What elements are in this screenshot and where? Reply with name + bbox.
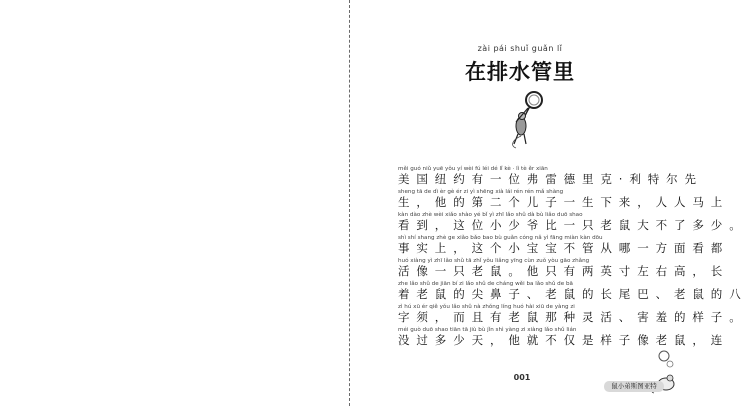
line-pinyin: shì shí shang zhè ge xiǎo bǎo bao bù guǎn cóng nǎ yì fāng miàn kàn dōu	[398, 235, 603, 241]
line-text: 字须，而且有老鼠那种灵活、害羞的样子。	[398, 310, 748, 324]
story-body	[398, 165, 748, 349]
line-pinyin: zì hú xū ér qiě yǒu lǎo shǔ nà zhǒng líng huó hài xiū de yàng zi	[398, 304, 575, 310]
line-pinyin: kàn dào zhè wèi xiǎo shào yé bǐ yì zhī lǎo shǔ dà bù liǎo duō shao	[398, 212, 583, 218]
line-text: 看到，这位小少爷比一只老鼠大不了多少。	[398, 218, 748, 232]
text-line	[398, 257, 730, 280]
line-text: 美国纽约有一位弗雷德里克·利特尔先	[398, 172, 703, 186]
title-pinyin: zài pái shuǐ guǎn lǐ	[477, 44, 563, 53]
chapter-title: 在排水管里	[465, 60, 575, 84]
line-pinyin: méi guò duō shao tiān tā jiù bù jǐn shì yàng zi xiàng lǎo shǔ lián	[398, 327, 577, 333]
page-number: 001	[513, 373, 531, 382]
line-text: 事实上，这个小宝宝不管从哪一方面看都	[398, 241, 730, 255]
line-text: 活像一只老鼠。他只有两英寸左右高，长	[398, 264, 730, 278]
line-text: 着老鼠的尖鼻子、老鼠的长尾巴、老鼠的八	[398, 287, 748, 301]
text-line	[398, 188, 730, 211]
text-line	[398, 326, 730, 349]
text-line	[398, 165, 703, 188]
line-pinyin: sheng tā de dì èr gè ér zi yì shēng xià lái rén rén mǎ shàng	[398, 189, 564, 195]
text-line	[398, 303, 748, 326]
line-text: 没过多少天，他就不仅是样子像老鼠，连	[398, 333, 730, 347]
text-line	[398, 280, 748, 303]
series-badge: 鼠小弟斯图亚特	[604, 381, 664, 392]
line-pinyin: zhe lǎo shǔ de jiān bí zi lǎo shǔ de cháng wěi ba lǎo shǔ de bā	[398, 281, 573, 287]
line-text: 生，他的第二个儿子一生下来，人人马上	[398, 195, 730, 209]
left-page-blank	[0, 0, 349, 406]
text-line	[398, 234, 730, 257]
text-line	[398, 211, 748, 234]
line-pinyin: měi guó niǔ yuē yǒu yí wèi fú léi dé lǐ kè · lì tè ěr xiān	[398, 166, 548, 172]
line-pinyin: huó xiàng yì zhī lǎo shǔ tā zhǐ yǒu liǎng yīng cùn zuǒ yòu gāo zhǎng	[398, 258, 590, 264]
mouse-hanging-from-ring-illustration	[500, 86, 550, 150]
